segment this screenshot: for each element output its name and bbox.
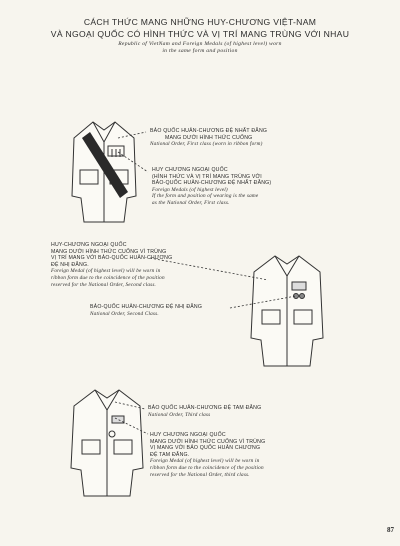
- figure-3-label-foreign-medal: HUY CHƯƠNG NGOẠI QUỐC MANG DƯỚI HÌNH THỨC CUỐNG VÌ TRÙNG VỊ MANG VỚI BẢO QUỐC HUÂN CHƯƠNG ĐỆ TAM ĐẲNG. Foreign Medal (of highest level) will be worn in ribbon form due to the coincidence of the position reserved for the National Order, third class.: [150, 432, 266, 478]
- page-subtitle-line-2: in the same form and position: [162, 48, 238, 54]
- figure-2-label-foreign-medal: HUY-CHƯƠNG NGOẠI QUỐC MANG DƯỚI HÌNH THỨC CUỐNG VÌ TRÙNG VỊ TRÍ MANG VỚI BẢO-QUỐC HUÂN-CHƯƠNG ĐỆ NHỊ ĐẲNG. Foreign Medal (of highest level) will be worn in ribbon form due to the coincidence of the position reserved for the National Order, Second class.: [51, 242, 173, 288]
- figure-3-label-national-order-third: BẢO QUỐC HUÂN-CHƯƠNG ĐỆ TAM ĐẲNG National Order, Third class: [148, 405, 262, 418]
- uniform-jacket-figure-2: [251, 256, 323, 366]
- page-title-line-1: CÁCH THỨC MANG NHỮNG HUY-CHƯƠNG VIỆT-NAM: [83, 17, 317, 27]
- page-number: 87: [387, 526, 394, 534]
- figure-1-label-national-order-first: BẢO QUỐC HUÂN-CHƯƠNG ĐỆ NHẤT ĐẲNG MANG DƯỚI HÌNH THỨC CUỐNG National Order, First class (worn in ribbon form): [150, 128, 268, 148]
- figure-2-label-national-order-second: BẢO-QUỐC HUÂN-CHƯƠNG ĐỆ NHỊ ĐẲNG National Order, Second Class.: [90, 304, 203, 317]
- page-title-line-2: VÀ NGOẠI QUỐC CÓ HÌNH THỨC VÀ VỊ TRÍ MANG TRÙNG VỚI NHAU: [50, 29, 350, 39]
- figure-1-label-foreign-medal: HUY CHƯƠNG NGOẠI QUỐC (HÌNH THỨC VÀ VỊ TRÍ MANG TRÙNG VỚI BẢO-QUỐC HUÂN-CHƯƠNG ĐỆ NHẤT ĐẲNG) Foreign Medals (of highest level) If the form and position of wearing is the same as the National Order, First class.: [152, 167, 272, 206]
- page-subtitle-line-1: Republic of VietNam and Foreign Medals (of highest level) worn: [118, 41, 282, 47]
